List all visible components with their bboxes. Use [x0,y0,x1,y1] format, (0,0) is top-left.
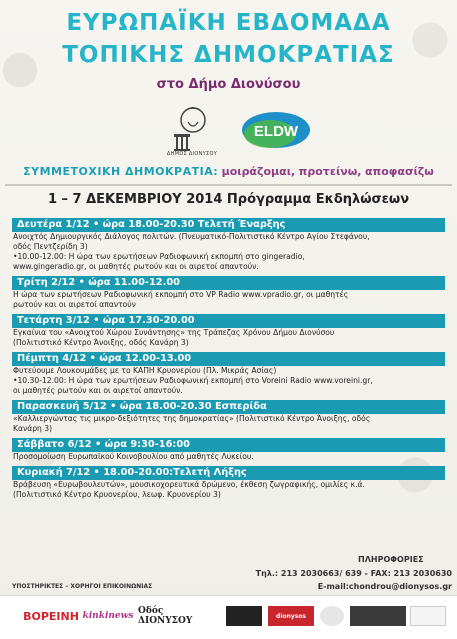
schedule-day-header: Πέμπτη 4/12 • ώρα 12.00-13.00 [12,352,445,366]
sponsor-logo [350,606,406,626]
schedule-line: οι μαθητές ρωτούν και οι αιρετοί απαντούν. [13,386,183,395]
schedule-line: •10.30-12.00: Η ώρα των ερωτήσεων Ραδιοφωνική εκπομπή στο Voreini Radio www.voreini.gr, [13,376,373,385]
sponsor-odos-dionysou-logo: Οδός ΔΙΟΝΥΣΟΥ [138,606,193,626]
tagline-word-1: μοιράζομαι, [221,165,296,178]
schedule-line: ρωτούν και οι αιρετοί απαντούν [13,300,136,309]
schedule-day [12,276,445,310]
schedule-line: (Πολιτιστικό Κέντρο Κρυονερίου, λεωφ. Κρυονερίου 3) [13,490,221,499]
dimos-logo-label: ΔΗΜΟΣ ΔΙΟΝΥΣΟΥ [166,151,218,157]
sponsor-logo [320,606,344,626]
schedule-line: Φυτεύουμε Λουκουμάδες με το ΚΑΠΗ Κρυονερίου (Πλ. Μικράς Ασίας) [13,366,277,375]
tagline-word-3: αποφασίζω [364,165,434,178]
schedule-line: Εγκαίνια του «Ανοιχτού Χώρου Συνάντησης» της Τράπεζας Χρόνου Δήμου Διονύσου [13,328,335,337]
schedule-line: Βράβευση «Ευρωβουλευτών», μουσικοχορευτικά δρώμενο, έκθεση ζωγραφικής, ομιλίες κ.ά. [13,480,365,489]
schedule-line: •10.00-12.00: Η ώρα των ερωτήσεων Ραδιοφωνική εκπομπή στο gingeradio, [13,252,305,261]
schedule-line: «Καλλιεργώντας τις μικρο-δεξιότητες της δημοκρατίας» (Πολιτιστικό Κέντρο Άνοιξης, οδός [13,414,371,423]
schedule-day [12,314,445,348]
schedule-list [12,218,445,504]
divider [5,184,452,186]
schedule-line: (Πολιτιστικό Κέντρο Άνοιξης, οδός Κανάρη 3) [13,338,189,347]
schedule-line: Κανάρη 3) [13,424,53,433]
sponsor-dionysos-logo: dionysos [268,606,314,626]
poster-title-line2: ΤΟΠΙΚΗΣ ΔΗΜΟΚΡΑΤΙΑΣ [62,42,395,68]
schedule-line: οδός Πεντζερίδη 3) [13,242,88,251]
info-label: ΠΛΗΡΟΦΟΡΙΕΣ [358,555,424,564]
schedule-day [12,400,445,434]
poster-title-line1: ΕΥΡΩΠΑΪΚΗ ΕΒΔΟΜΑΔΑ [66,10,391,36]
schedule-day-header: Τετάρτη 3/12 • ώρα 17.30-20.00 [12,314,445,328]
sponsor-logo [226,606,262,626]
eldw-logo-text: ELDW [253,123,299,140]
program-title: 1 – 7 ΔΕΚΕΜΒΡΙΟΥ 2014 Πρόγραμμα Εκδηλώσεων [47,192,410,207]
schedule-line: Προσομοίωση Ευρωπαϊκού Κοινοβουλίου από μαθητές Λυκείου. [13,452,254,461]
supporters-label: ΥΠΟΣΤΗΡΙΚΤΕΣ – ΧΟΡΗΓΟΙ ΕΠΙΚΟΙΝΩΝΙΑΣ [12,583,153,590]
schedule-day-header: Κυριακή 7/12 • 18.00-20.00:Τελετή Λήξης [12,466,445,480]
info-phone: Τηλ.: 213 2030663/ 639 - FAX: 213 2030630 [255,569,452,578]
schedule-day-header: Παρασκευή 5/12 • ώρα 18.00-20.30 Εσπερίδα [12,400,445,414]
tagline-word-2: προτείνω, [298,165,362,178]
tagline [0,165,457,178]
tagline-lead: ΣΥΜΜΕΤΟΧΙΚΗ ΔΗΜΟΚΡΑΤΙΑ: [23,165,219,178]
schedule-day [12,352,445,396]
schedule-day-header: Τρίτη 2/12 • ώρα 11.00-12.00 [12,276,445,290]
dimos-dionysou-logo-icon [166,100,218,152]
sponsor-logo [410,606,446,626]
schedule-line: www.gingeradio.gr, οι μαθητές ρωτούν και οι αιρετοί απαντούν. [13,262,259,271]
schedule-day-header: Σάββατο 6/12 • ώρα 9:30-16:00 [12,438,445,452]
sponsor-kinkinews-logo: kinkinews [82,611,134,621]
poster-subtitle: στο Δήμο Διονύσου [156,77,301,92]
schedule-day-header: Δευτέρα 1/12 • ώρα 18.00-20.30 Τελετή Έναρξης [12,218,445,232]
info-email: E-mail:chondrou@dionysos.gr [317,582,452,591]
schedule-line: Ανοιχτός Δημιουργικός Διάλογος πολιτών. (Πνευματικό-Πολιτιστικό Κέντρο Αγίου Στεφάνου, [13,232,370,241]
schedule-day [12,466,445,500]
schedule-day [12,438,445,462]
schedule-line: Η ώρα των ερωτήσεων Ραδιοφωνική εκπομπή στο VP Radio www.vpradio.gr, οι μαθητές [13,290,349,299]
sponsor-voreini-logo: ΒΟΡΕΙΝΗ [23,609,79,623]
eldw-logo-icon [240,110,312,150]
schedule-day [12,218,445,272]
